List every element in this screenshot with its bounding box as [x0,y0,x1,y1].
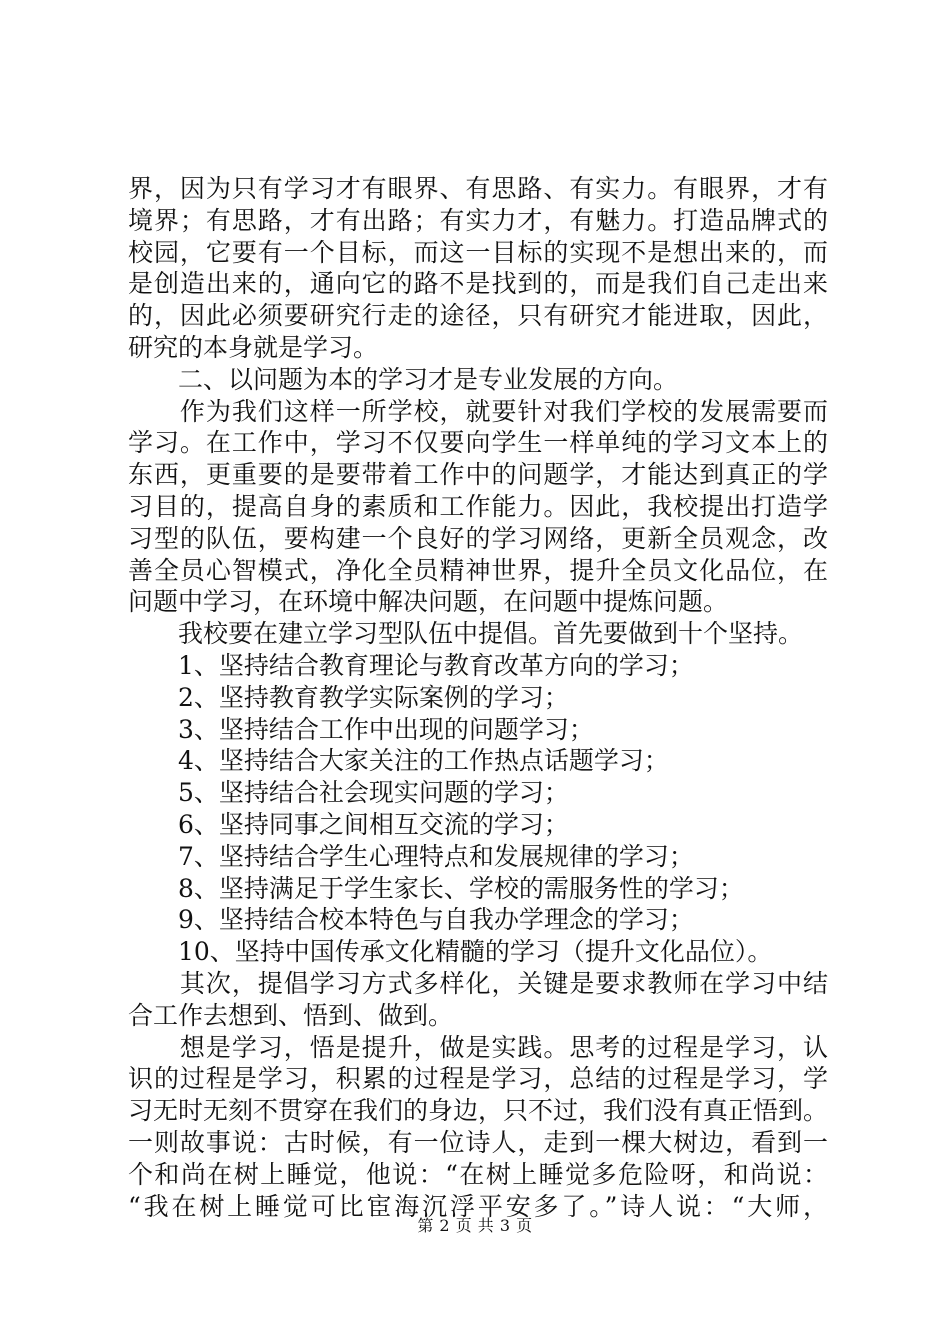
text-line: 4、坚持结合大家关注的工作热点话题学习； [128,746,669,776]
text-line: 的，因此必须要研究行走的途径，只有研究才能进取，因此， [128,301,828,331]
text-line: 校园，它要有一个目标，而这一目标的实现不是想出来的，而 [128,237,828,267]
text-line: 8、坚持满足于学生家长、学校的需服务性的学习； [128,873,744,903]
text-line: 研究的本身就是学习。 [128,332,379,362]
text-line: 东西，更重要的是要带着工作中的问题学，才能达到真正的学 [128,460,828,490]
text-line: 习无时无刻不贯穿在我们的身边，只不过，我们没有真正悟到。 [128,1096,829,1126]
text-line: 我校要在建立学习型队伍中提倡。首先要做到十个坚持。 [128,619,804,649]
text-line: 5、坚持结合社会现实问题的学习； [128,778,569,808]
text-line: 2、坚持教育教学实际案例的学习； [128,682,569,712]
text-line: 习型的队伍，要构建一个良好的学习网络，更新全员观念，改 [128,523,828,553]
text-line: 作为我们这样一所学校，就要针对我们学校的发展需要而 [128,396,828,426]
text-line: 问题中学习，在环境中解决问题，在问题中提炼问题。 [128,587,729,617]
text-line: 是创造出来的，通向它的路不是找到的，而是我们自己走出来 [128,269,828,299]
text-line: 境界；有思路，才有出路；有实力才，有魅力。打造品牌式的 [128,205,828,235]
text-line: 一则故事说：古时候，有一位诗人，走到一棵大树边，看到一 [128,1127,828,1157]
text-line: 界，因为只有学习才有眼界、有思路、有实力。有眼界，才有 [128,174,828,203]
text-line: 善全员心智模式，净化全员精神世界，提升全员文化品位，在 [128,555,828,585]
text-line: 想是学习，悟是提升，做是实践。思考的过程是学习，认 [128,1032,828,1062]
text-line: 其次，提倡学习方式多样化，关键是要求教师在学习中结 [128,968,828,998]
text-line: 7、坚持结合学生心理特点和发展规律的学习； [128,841,694,871]
text-line: 二、以问题为本的学习才是专业发展的方向。 [128,364,679,394]
text-line: 习目的，提高自身的素质和工作能力。因此，我校提出打造学 [128,491,828,521]
text-line: 学习。在工作中，学习不仅要向学生一样单纯的学习文本上的 [128,428,828,458]
text-line: 1、坚持结合教育理论与教育改革方向的学习； [128,650,694,680]
text-line: 3、坚持结合工作中出现的问题学习； [128,714,594,744]
document-body [128,173,828,1222]
text-line: 6、坚持同事之间相互交流的学习； [128,809,569,839]
page-footer: 第 2 页 共 3 页 [417,1216,533,1235]
text-line: “我在树上睡觉可比宦海沉浮平安多了。”诗人说：“大师， [128,1191,828,1221]
text-line: 识的过程是学习，积累的过程是学习，总结的过程是学习，学 [128,1064,828,1094]
text-line: 10、坚持中国传承文化精髓的学习（提升文化品位）。 [128,937,773,967]
text-line: 9、坚持结合校本特色与自我办学理念的学习； [128,905,694,935]
text-line: 合工作去想到、悟到、做到。 [128,1000,454,1030]
text-line: 个和尚在树上睡觉，他说：“在树上睡觉多危险呀，和尚说： [128,1159,828,1189]
